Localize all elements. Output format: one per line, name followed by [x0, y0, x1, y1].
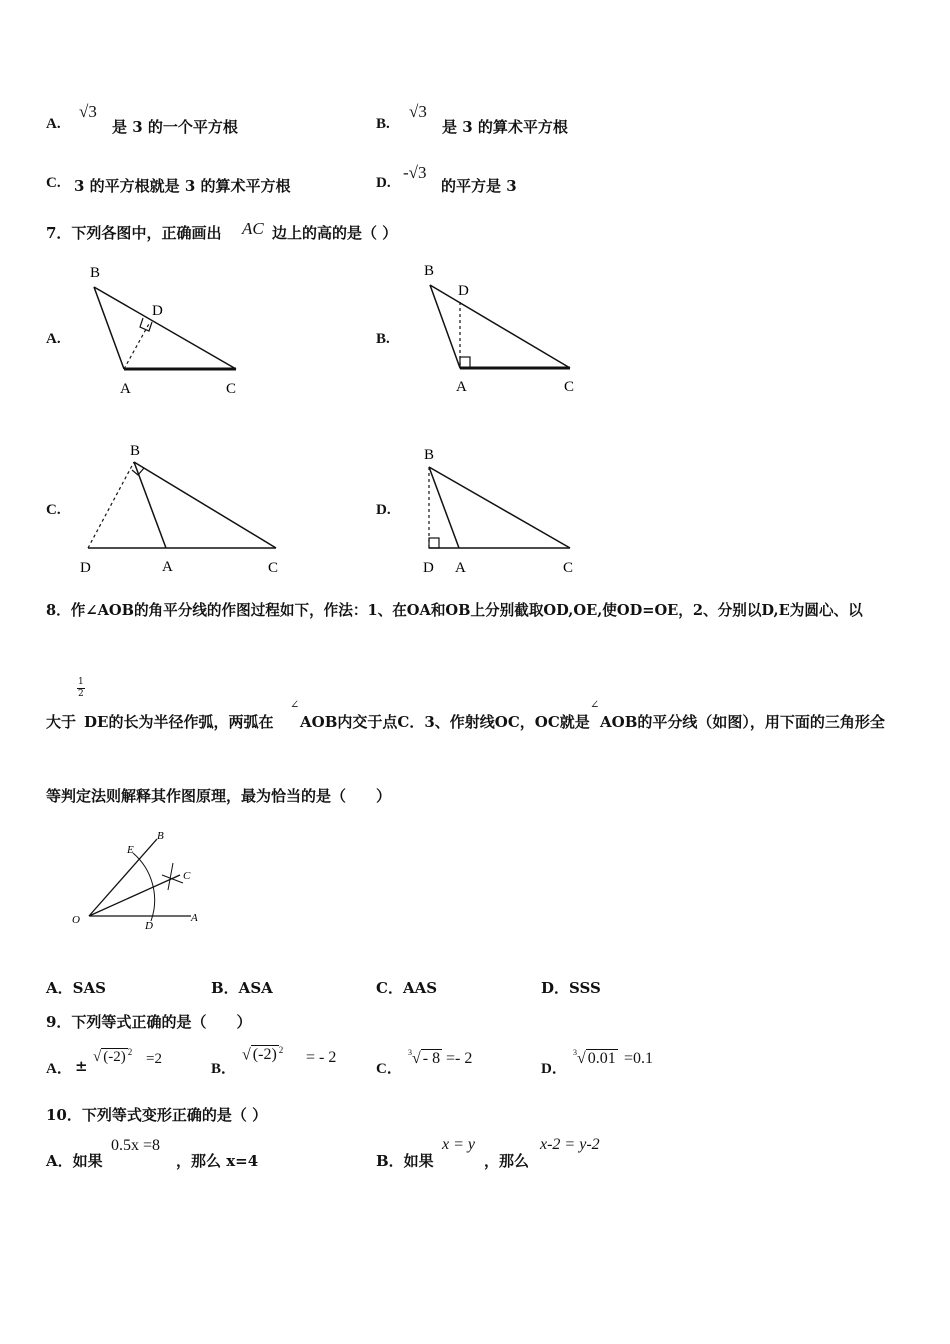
q7c-point-d: D — [80, 560, 91, 576]
q10-option-b-label: B．如果 — [376, 1152, 434, 1170]
q6-option-a-text: 是 3 的一个平方根 — [112, 118, 238, 136]
q7-figure-d — [410, 435, 610, 585]
q7-option-c-label: C. — [46, 502, 61, 518]
q10-option-a-mid: ，那么 x=4 — [176, 1152, 259, 1170]
q8-line2-a: DE的长为半径作弧，两弧在 — [84, 713, 274, 731]
q8-line3: 等判定法则解释其作图原理，最为恰当的是（ ） — [46, 787, 392, 805]
q8-line1: 8．作∠AOB的角平分线的作图过程如下，作法：1、在OA和OB上分别截取OD,OE,使OD=OE，2、分别以D,E为圆心、以 — [46, 602, 863, 619]
q8-fig-c: C — [183, 870, 191, 882]
q7-figure-a — [70, 255, 270, 405]
q8-line2-c: AOB的平分线（如图），用下面的三角形全 — [600, 713, 885, 731]
q9-option-c-expr: $^3$√ - 8 — [408, 1048, 441, 1067]
q6-option-b-sqrt3: √3 — [409, 102, 427, 121]
q7-option-d-label: D. — [376, 502, 391, 518]
q8-fig-o: O — [72, 914, 80, 926]
q9-option-d-label: D． — [541, 1061, 567, 1077]
q9-option-d-radicand: 0.01 — [587, 1050, 616, 1067]
q7d-point-a: A — [455, 560, 466, 576]
q8-fig-d: D — [145, 920, 153, 932]
q7a-point-a: A — [120, 381, 131, 397]
q9-option-a-expr: √ (-2) $^2$ — [93, 1047, 133, 1065]
q8-figure — [65, 825, 215, 935]
q10-option-a-math: 0.5x =8 — [111, 1137, 161, 1154]
q9-option-c-index: 3 — [408, 1048, 412, 1057]
q6-option-c-label: C. — [46, 175, 61, 191]
q7c-point-b: B — [130, 443, 141, 459]
q10-stem: 10．下列等式变形正确的是（ ） — [46, 1106, 268, 1124]
q8-option-c: C．AAS — [376, 979, 438, 997]
q8-line2-pre: 大于 — [46, 713, 77, 731]
q6-option-d-neg-sqrt3: -√3 — [403, 163, 427, 182]
q7d-point-d: D — [423, 560, 434, 576]
q6-option-d-text: 的平方是 3 — [441, 177, 517, 195]
q7d-point-c: C — [563, 560, 574, 576]
q9-option-b-expr: √ (-2) $^2$ — [242, 1045, 284, 1064]
q7b-point-a: A — [456, 379, 467, 395]
q8-fraction — [77, 677, 85, 700]
q7c-point-a: A — [162, 559, 173, 575]
q8-option-b: B．ASA — [211, 979, 273, 997]
q8-fig-a: A — [191, 912, 198, 924]
q7b-point-c: C — [564, 379, 575, 395]
q7a-point-c: C — [226, 381, 237, 397]
q8-fig-b: B — [157, 830, 164, 842]
q7b-point-d: D — [458, 283, 469, 299]
q7-stem-math: AC — [242, 219, 264, 238]
q10-option-b-mid: ，那么 — [484, 1152, 530, 1170]
q8-fraction-num: 1 — [78, 677, 84, 687]
q6-option-a-sqrt3: √3 — [79, 102, 97, 121]
q7-option-b-label: B. — [376, 331, 390, 347]
q6-option-a-label: A. — [46, 116, 61, 132]
q9-option-b-label: B． — [211, 1061, 237, 1077]
q9-option-d-index: 3 — [573, 1048, 577, 1057]
q8-angle-mark-1: ∠ — [290, 698, 300, 711]
q9-option-c-label: C． — [376, 1061, 402, 1077]
q9-option-b-radicand: (-2) — [252, 1046, 277, 1064]
q9-option-a-rhs: =2 — [146, 1051, 162, 1067]
q9-option-d-rhs: =0.1 — [624, 1050, 654, 1067]
q8-line2-b: AOB内交于点C．3、作射线OC，OC就是 — [300, 713, 590, 731]
q7a-point-b: B — [90, 265, 101, 281]
q8-angle-mark-2: ∠ — [590, 698, 600, 711]
q9-option-a-pm: ± — [75, 1057, 88, 1075]
q9-option-b-exp: 2 — [278, 1045, 284, 1055]
q7a-point-d: D — [152, 303, 163, 319]
q7d-point-b: B — [424, 447, 435, 463]
q10-option-a-label: A．如果 — [46, 1152, 103, 1170]
q7-stem-pre: 7．下列各图中，正确画出 — [46, 224, 222, 242]
q9-option-a-label: A． — [46, 1061, 72, 1077]
q9-option-a-radicand: (-2) — [103, 1049, 126, 1065]
q9-option-d-expr: $^3$√ 0.01 — [573, 1048, 616, 1067]
q10-option-b-math: x = y — [442, 1136, 475, 1153]
q8-fraction-den: 2 — [78, 689, 84, 699]
q6-option-d-label: D. — [376, 175, 391, 191]
q8-fig-e: E — [127, 844, 134, 856]
q9-option-c-radicand: - 8 — [422, 1050, 441, 1067]
q10-option-b-math2: x-2 = y-2 — [540, 1136, 600, 1153]
q6-option-b-text: 是 3 的算术平方根 — [442, 118, 568, 136]
q6-option-c-text: 3 的平方根就是 3 的算术平方根 — [74, 177, 291, 195]
q9-option-c-rhs: =- 2 — [446, 1050, 473, 1067]
q7b-point-b: B — [424, 263, 435, 279]
q7c-point-c: C — [268, 560, 279, 576]
q9-option-b-rhs: = - 2 — [306, 1049, 337, 1066]
q8-option-d: D．SSS — [541, 979, 601, 997]
q8-option-a: A．SAS — [46, 979, 106, 997]
q6-option-b-label: B. — [376, 116, 390, 132]
q7-option-a-label: A. — [46, 331, 61, 347]
q9-stem: 9．下列等式正确的是（ ） — [46, 1013, 252, 1031]
q7-stem-post: 边上的高的是（ ） — [272, 224, 398, 242]
q9-option-a-exp: 2 — [127, 1047, 133, 1057]
q7-figure-c — [70, 435, 310, 585]
q7-figure-b — [410, 255, 610, 405]
